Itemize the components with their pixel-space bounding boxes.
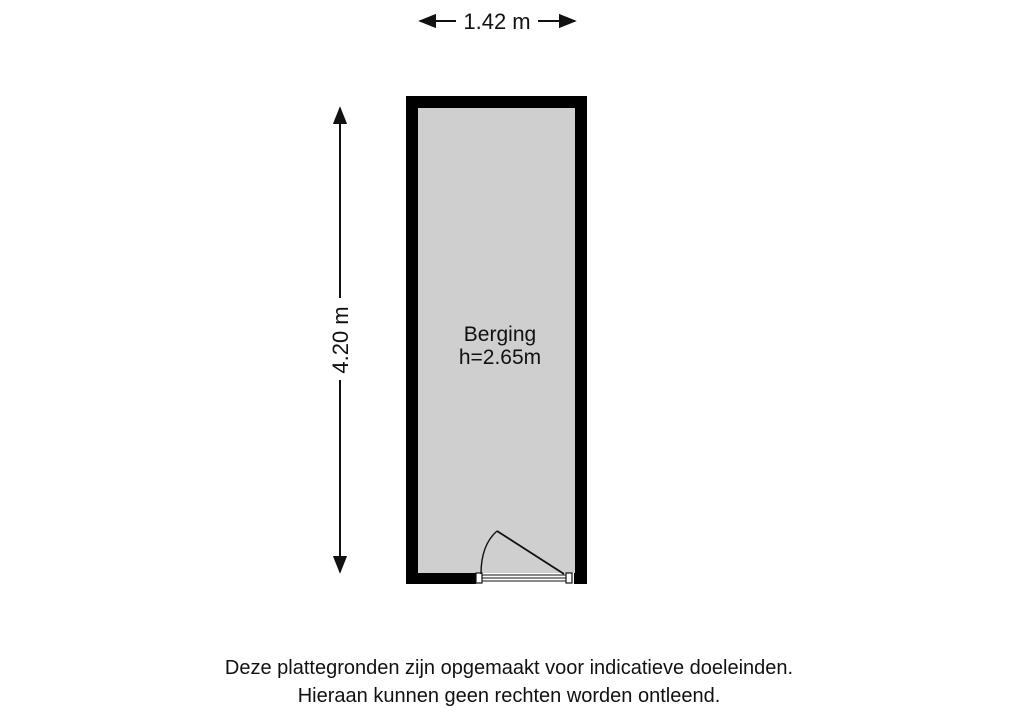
disclaimer (0, 654, 1018, 710)
height-dimension-label: 4.20 m (328, 306, 353, 374)
room-berging (406, 96, 587, 584)
door-frame-right (566, 573, 572, 583)
disclaimer-line-2: Hieraan kunnen geen rechten worden ontleend. (297, 685, 721, 707)
height-dimension (328, 108, 353, 572)
width-dimension (420, 9, 575, 34)
disclaimer-line-1: Deze plattegronden zijn opgemaakt voor indicatieve doeleinden. (224, 657, 794, 679)
width-dimension-label: 1.42 m (463, 9, 531, 34)
door-frame-left (476, 573, 482, 583)
room-ceiling-height: h=2.65m (458, 346, 542, 369)
room-name: Berging (463, 323, 537, 346)
